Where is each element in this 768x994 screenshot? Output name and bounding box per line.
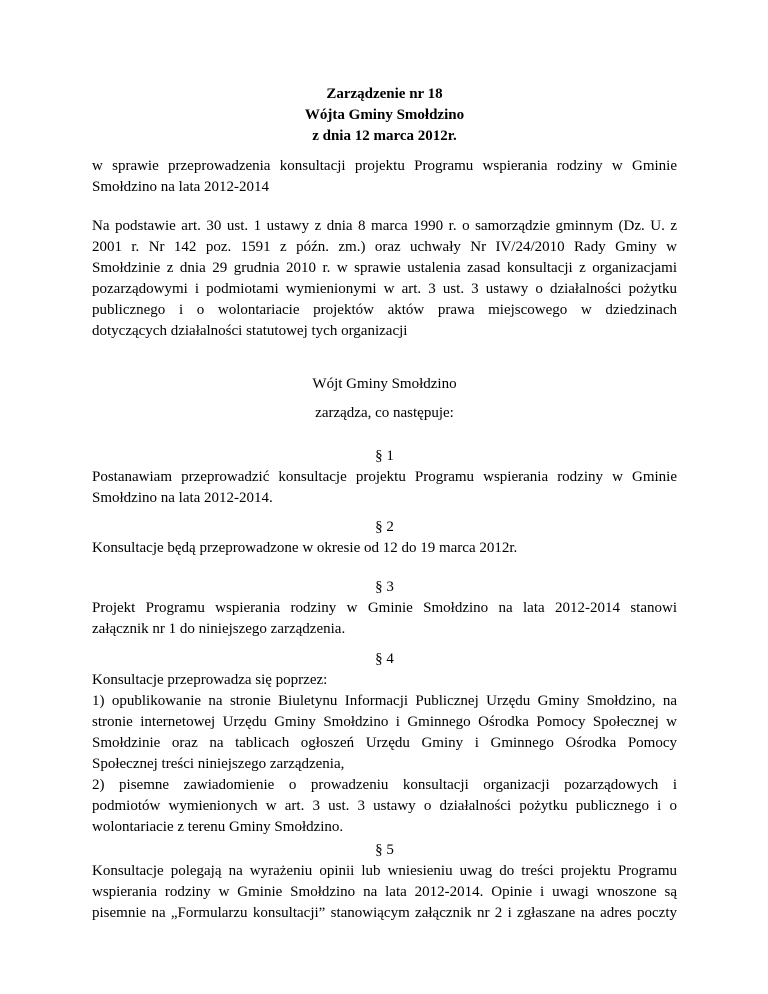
title-line-2: Wójta Gminy Smołdzino: [304, 107, 465, 123]
decree-orders: zarządza, co następuje:: [315, 405, 454, 421]
section-mark: § 5: [375, 842, 394, 858]
section-mark: § 3: [375, 579, 394, 595]
document-title: [92, 84, 677, 147]
section-line: Konsultacje polegają na wyrażeniu opinii lub wniesieniu uwag do treści projektu Programu: [92, 863, 677, 879]
section-line: wspierania rodziny w Gminie Smołdzino na lata 2012-2014. Opinie i uwagi wnoszone są: [92, 884, 677, 900]
title-line-3: z dnia 12 marca 2012r.: [312, 128, 457, 144]
title-line-1: Zarządzenie nr 18: [326, 86, 443, 102]
section-line: podmiotów wymienionych w art. 3 ust. 3 ustawy o działalności pożytku publicznego i o: [92, 798, 677, 814]
basis-line: 2001 r. Nr 142 poz. 1591 z późn. zm.) oraz uchwały Nr IV/24/2010 Rady Gminy w: [92, 239, 677, 255]
basis-line: Na podstawie art. 30 ust. 1 ustawy z dnia 8 marca 1990 r. o samorządzie gminnym (Dz. U. z: [92, 218, 677, 234]
section-line: 1) opublikowanie na stronie Biuletynu Informacji Publicznej Urzędu Gminy Smołdzino, na: [92, 693, 677, 709]
section-line: Postanawiam przeprowadzić konsultacje projektu Programu wspierania rodziny w Gminie: [92, 469, 677, 485]
section-4-body: [92, 670, 677, 838]
section-2-body: [92, 538, 677, 559]
legal-basis-paragraph: [92, 216, 677, 342]
subject-line-2: Smołdzino na lata 2012-2014: [92, 179, 270, 195]
section-line: 2) pisemne zawiadomienie o prowadzeniu konsultacji organizacji pozarządowych i: [92, 777, 677, 793]
section-mark: § 4: [375, 651, 394, 667]
section-line: wolontariacie z terenu Gminy Smołdzino.: [92, 819, 344, 835]
section-line: pisemnie na „Formularzu konsultacji” stanowiącym załącznik nr 2 i zgłaszane na adres poczty: [92, 905, 677, 921]
section-line: Konsultacje przeprowadza się poprzez:: [92, 672, 328, 688]
section-line: Smołdzinie oraz na tablicach ogłoszeń Urzędu Gminy i Gminnego Ośrodka Pomocy: [92, 735, 677, 751]
section-mark: § 2: [375, 519, 394, 535]
subject-paragraph: [92, 156, 677, 198]
section-1-body: [92, 467, 677, 509]
basis-line: publicznego i o wolontariacie projektów aktów prawa miejscowego w dziedzinach: [92, 302, 677, 318]
section-line: załącznik nr 1 do niniejszego zarządzenia.: [92, 621, 346, 637]
section-3-body: [92, 598, 677, 640]
section-line: Smołdzino na lata 2012-2014.: [92, 490, 273, 506]
section-line: Projekt Programu wspierania rodziny w Gminie Smołdzino na lata 2012-2014 stanowi: [92, 600, 677, 616]
basis-line: pozarządowymi i podmiotami wymienionymi w art. 3 ust. 3 ustawy o działalności pożytku: [92, 281, 677, 297]
section-line: Konsultacje będą przeprowadzone w okresie od 12 do 19 marca 2012r.: [92, 540, 518, 556]
section-mark: § 1: [375, 448, 394, 464]
basis-line: Smołdzinie z dnia 29 grudnia 2010 r. w sprawie ustalenia zasad konsultacji z organizacjami: [92, 260, 677, 276]
decree-authority: Wójt Gminy Smołdzino: [312, 376, 457, 392]
section-5-body: [92, 861, 677, 924]
section-line: stronie internetowej Urzędu Gminy Smołdzino i Gminnego Ośrodka Pomocy Społecznej w: [92, 714, 677, 730]
basis-line: dotyczących działalności statutowej tych organizacji: [92, 323, 408, 339]
section-line: Społecznej treści niniejszego zarządzenia,: [92, 756, 345, 772]
subject-line-1: w sprawie przeprowadzenia konsultacji projektu Programu wspierania rodziny w Gminie: [92, 158, 677, 174]
